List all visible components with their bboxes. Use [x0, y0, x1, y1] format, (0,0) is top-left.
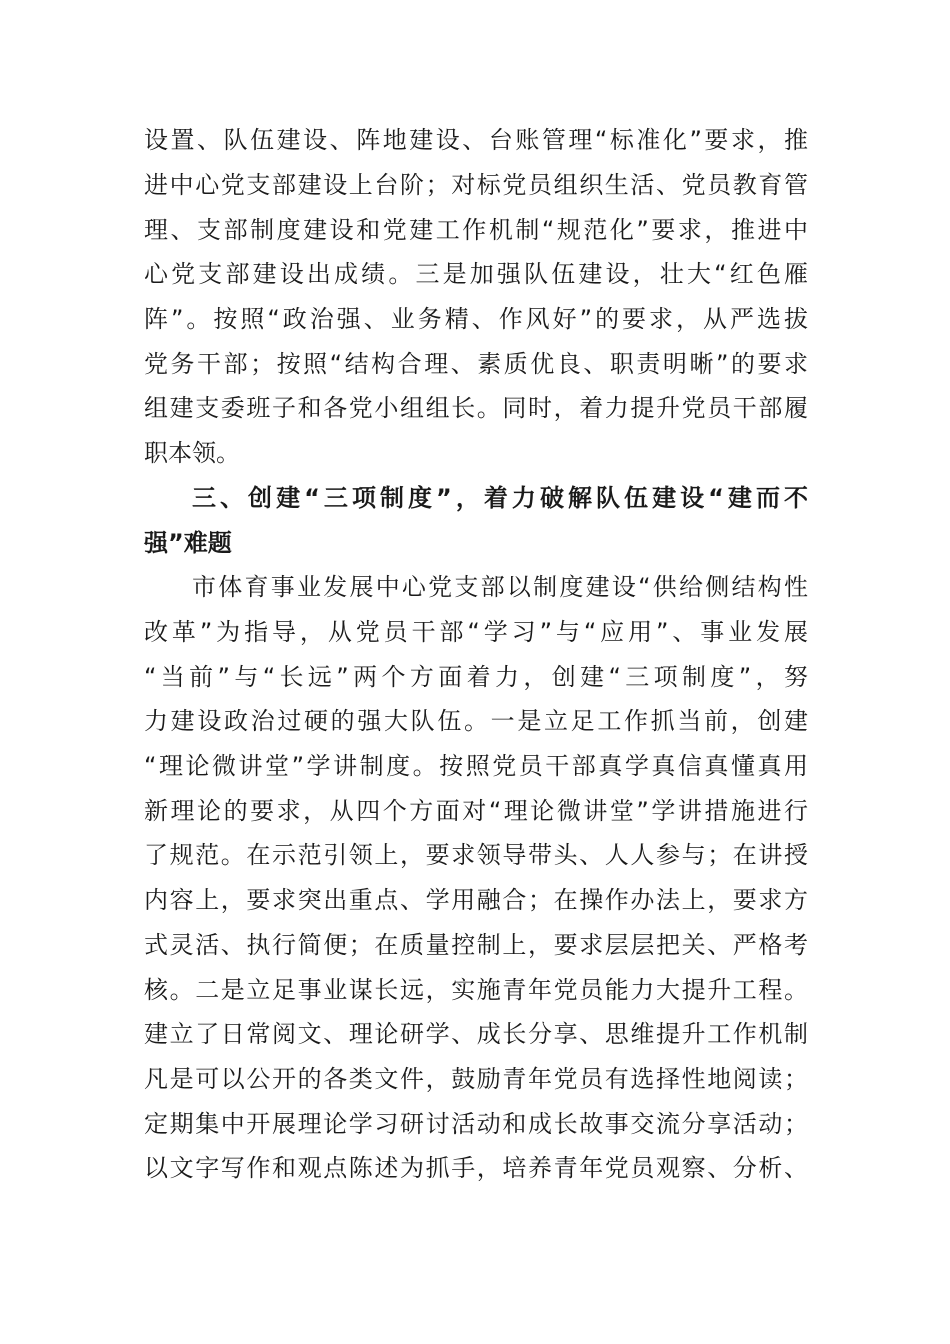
- paragraph-line: 核。二是立足事业谋长远，实施青年党员能力大提升工程。: [144, 976, 808, 1004]
- paragraph-line: 党务干部；按照“结构合理、素质优良、职责明晰”的要求: [144, 350, 808, 378]
- paragraph-line: 理、支部制度建设和党建工作机制“规范化”要求，推进中: [144, 216, 808, 244]
- paragraph-line: 市体育事业发展中心党支部以制度建设“供给侧结构性: [192, 573, 808, 601]
- paragraph-line: 职本领。: [144, 439, 240, 467]
- paragraph-line: “理论微讲堂”学讲制度。按照党员干部真学真信真懂真用: [144, 752, 808, 780]
- section-heading: 三、创建“三项制度”，着力破解队伍建设“建而不: [192, 484, 808, 512]
- section-heading: 强”难题: [144, 529, 232, 557]
- paragraph-line: 了规范。在示范引领上，要求领导带头、人人参与；在讲授: [144, 841, 808, 869]
- paragraph-line: 进中心党支部建设上台阶；对标党员组织生活、党员教育管: [144, 171, 808, 199]
- paragraph-line: 改革”为指导，从党员干部“学习”与“应用”、事业发展: [144, 618, 808, 646]
- paragraph-line: 定期集中开展理论学习研讨活动和成长故事交流分享活动；: [144, 1110, 808, 1138]
- paragraph-line: 阵”。按照“政治强、业务精、作风好”的要求，从严选拔: [144, 305, 808, 333]
- paragraph-line: 建立了日常阅文、理论研学、成长分享、思维提升工作机制: [144, 1020, 808, 1048]
- paragraph-line: 力建设政治过硬的强大队伍。一是立足工作抓当前，创建: [144, 707, 808, 735]
- paragraph-line: “当前”与“长远”两个方面着力，创建“三项制度”，努: [144, 663, 808, 691]
- paragraph-line: 以文字写作和观点陈述为抓手，培养青年党员观察、分析、: [144, 1154, 808, 1182]
- paragraph-line: 内容上，要求突出重点、学用融合；在操作办法上，要求方: [144, 886, 808, 914]
- paragraph-line: 式灵活、执行简便；在质量控制上，要求层层把关、严格考: [144, 931, 808, 959]
- paragraph-line: 心党支部建设出成绩。三是加强队伍建设，壮大“红色雁: [144, 260, 808, 288]
- paragraph-line: 设置、队伍建设、阵地建设、台账管理“标准化”要求，推: [144, 126, 808, 154]
- paragraph-line: 凡是可以公开的各类文件，鼓励青年党员有选择性地阅读；: [144, 1065, 808, 1093]
- paragraph-line: 组建支委班子和各党小组组长。同时，着力提升党员干部履: [144, 394, 808, 422]
- paragraph-line: 新理论的要求，从四个方面对“理论微讲堂”学讲措施进行: [144, 797, 808, 825]
